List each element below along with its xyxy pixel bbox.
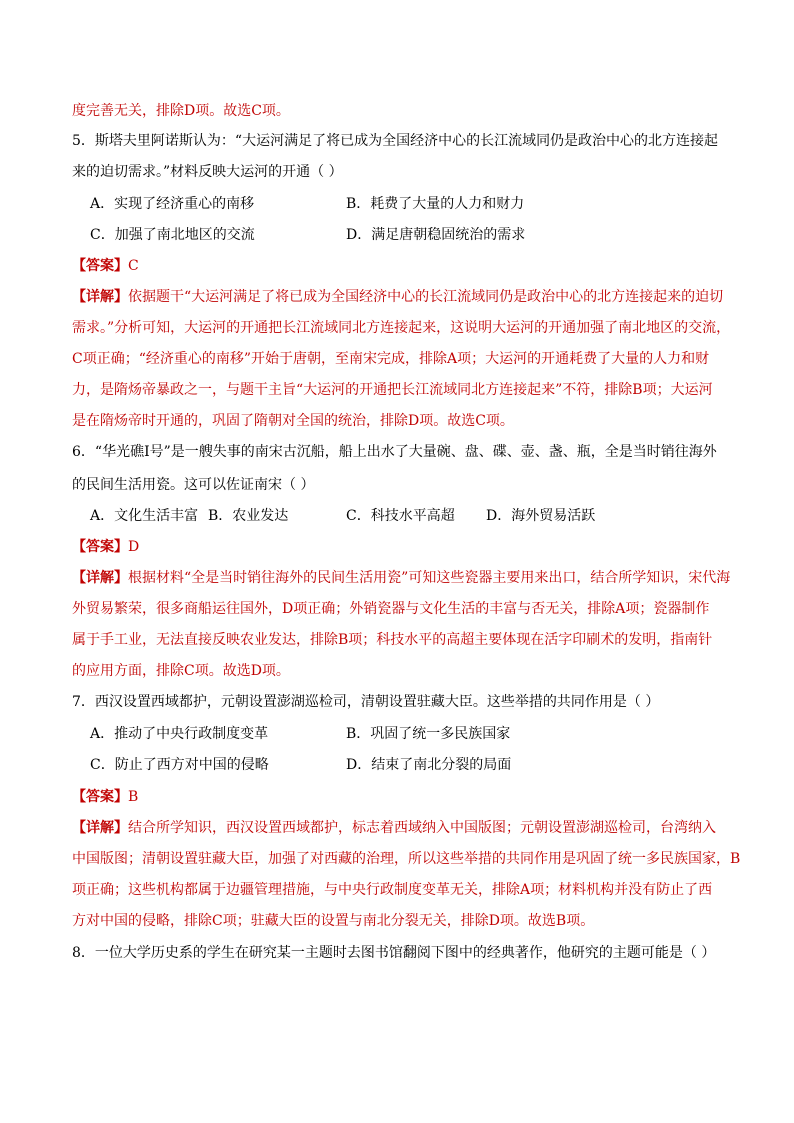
q6-option-c: C．科技水平高超 bbox=[346, 508, 455, 524]
q5-detail-line-4: 力，是隋炀帝暴政之一，与题干主旨“大运河的开通把长江流域同北方连接起来”不符，排除B项；大运河 bbox=[72, 382, 713, 398]
q6-detail-line-1 bbox=[72, 569, 730, 587]
q5-option-c: C．加强了南北地区的交流 bbox=[90, 227, 255, 243]
detail-tag: 【详解】 bbox=[72, 570, 128, 586]
q7-detail-line-3: 项正确；这些机构都属于边疆管理措施，与中央行政制度变革无关，排除A项；材料机构并没有防止了西 bbox=[72, 882, 713, 898]
q7-answer bbox=[72, 788, 138, 806]
q7-option-b: B．巩固了统一多民族国家 bbox=[346, 726, 511, 742]
q6-stem-line-2: 的民间生活用瓷。这可以佐证南宋（ ） bbox=[72, 477, 315, 493]
q7-detail-line-2: 中国版图；清朝设置驻藏大臣，加强了对西藏的治理，所以这些举措的共同作用是巩固了统一多民族国家，B bbox=[72, 851, 741, 867]
q7-option-a: A．推动了中央行政制度变革 bbox=[90, 726, 269, 742]
q6-detail-line-4: 的应用方面，排除C项。故选D项。 bbox=[72, 663, 290, 679]
answer-tag: 【答案】 bbox=[72, 258, 128, 274]
q5-detail-line-5: 是在隋炀帝时开通的，巩固了隋朝对全国的统治，排除D项。故选C项。 bbox=[72, 413, 514, 429]
q6-stem-line-1: 6．“华光礁Ⅰ号”是一艘失事的南宋古沉船，船上出水了大量碗、盘、碟、壶、盏、瓶，全是当时销往海外 bbox=[72, 444, 717, 460]
q6-detail-text-1: 根据材料“全是当时销往海外的民间生活用瓷”可知这些瓷器主要用来出口，结合所学知识，宋代海 bbox=[128, 570, 731, 586]
q6-detail-line-2: 外贸易繁荣，很多商船运往国外，D项正确；外销瓷器与文化生活的丰富与否无关，排除A项；瓷器制作 bbox=[72, 601, 710, 617]
q5-option-b: B．耗费了大量的人力和财力 bbox=[346, 196, 525, 212]
prev-detail-tail: 度完善无关，排除D项。故选C项。 bbox=[72, 103, 290, 119]
q5-detail-text-1: 依据题干“大运河满足了将已成为全国经济中心的长江流域同仍是政治中心的北方连接起来的迫切 bbox=[128, 289, 724, 305]
q5-answer-value: C bbox=[128, 258, 139, 274]
q6-detail-line-3: 属于手工业，无法直接反映农业发达，排除B项；科技水平的高超主要体现在活字印刷术的发明，指南针 bbox=[72, 632, 713, 648]
q5-stem-line-2: 来的迫切需求。”材料反映大运河的开通（ ） bbox=[72, 164, 343, 180]
q7-answer-value: B bbox=[128, 789, 139, 805]
q7-option-d: D．结束了南北分裂的局面 bbox=[346, 757, 512, 773]
q6-option-b: B．农业发达 bbox=[208, 508, 289, 524]
detail-tag: 【详解】 bbox=[72, 820, 128, 836]
q7-detail-line-4: 方对中国的侵略，排除C项；驻藏大臣的设置与南北分裂无关，排除D项。故选B项。 bbox=[72, 913, 595, 929]
q5-option-a: A．实现了经济重心的南移 bbox=[90, 196, 255, 212]
answer-tag: 【答案】 bbox=[72, 539, 128, 555]
q7-option-c: C．防止了西方对中国的侵略 bbox=[90, 757, 269, 773]
detail-tag: 【详解】 bbox=[72, 289, 128, 305]
q6-answer-value: D bbox=[128, 539, 140, 555]
q6-option-a: A．文化生活丰富 bbox=[90, 508, 199, 524]
q6-option-d: D．海外贸易活跃 bbox=[486, 508, 596, 524]
q7-detail-line-1 bbox=[72, 819, 716, 837]
q7-detail-text-1: 结合所学知识，西汉设置西域都护，标志着西域纳入中国版图；元朝设置澎湖巡检司，台湾纳入 bbox=[128, 820, 716, 836]
q5-detail-line-2: 需求。”分析可知，大运河的开通把长江流域同北方连接起来，这说明大运河的开通加强了南北地区的交流， bbox=[72, 320, 731, 336]
q5-stem-line-1: 5．斯塔夫里阿诺斯认为：“大运河满足了将已成为全国经济中心的长江流域同仍是政治中心的北方连接起 bbox=[72, 133, 719, 149]
q6-answer bbox=[72, 538, 139, 556]
q5-detail-line-1 bbox=[72, 288, 723, 306]
q5-answer bbox=[72, 257, 139, 275]
q7-stem-line-1: 7．西汉设置西域都护，元朝设置澎湖巡检司，清朝设置驻藏大臣。这些举措的共同作用是（ ） bbox=[72, 694, 660, 710]
answer-tag: 【答案】 bbox=[72, 789, 128, 805]
q5-detail-line-3: C项正确；“经济重心的南移”开始于唐朝，至南宋完成，排除A项；大运河的开通耗费了大量的人力和财 bbox=[72, 351, 710, 367]
q8-stem-line-1: 8．一位大学历史系的学生在研究某一主题时去图书馆翻阅下图中的经典著作，他研究的主题可能是（ ） bbox=[72, 945, 716, 961]
q5-option-d: D．满足唐朝稳固统治的需求 bbox=[346, 227, 526, 243]
